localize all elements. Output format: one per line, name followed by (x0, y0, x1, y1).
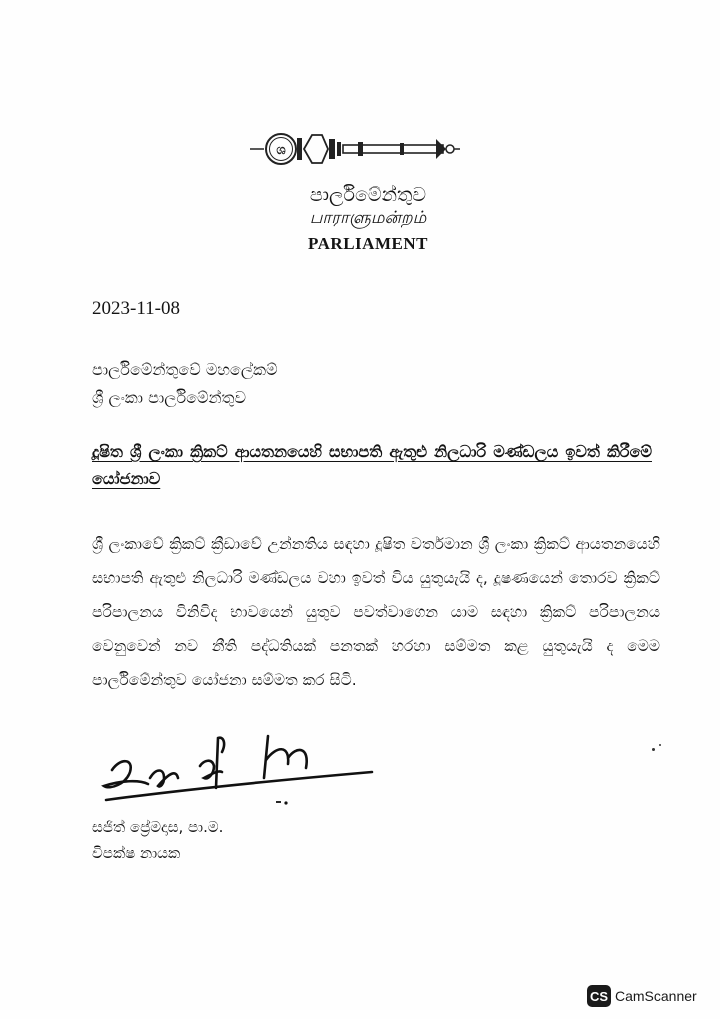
scan-speck (652, 748, 655, 751)
header-name-sinhala: පාර්ලිමේන්තුව (309, 184, 427, 206)
signatory-title: විපක්ෂ නායක (92, 844, 181, 862)
parliament-mace-emblem-icon (250, 127, 460, 171)
scan-speck (659, 744, 661, 746)
emblem-letter: ශ (276, 143, 286, 158)
recipient-line-1: පාර්ලිමේන්තුවේ මහලේකම් (92, 360, 278, 379)
camscanner-label: CamScanner (615, 988, 697, 1004)
signatory-name: සජිත් ප්‍රේමදාස, පා.ම. (92, 818, 224, 836)
letter-subject: දූෂිත ශ්‍රී ලංකා ක්‍රිකට් ආයතනයෙහි සභාපති ඇතුළු නිලධාරි මණ්ඩලය ඉවත් කිරීමේ යෝජනාව (92, 442, 652, 488)
camscanner-watermark (587, 985, 697, 1007)
handwritten-signature (100, 728, 390, 818)
letter-date: 2023-11-08 (92, 298, 180, 319)
header-name-english: PARLIAMENT (308, 234, 428, 253)
header-name-tamil: பாராளுமன்றம் (309, 208, 427, 228)
camscanner-logo-icon: CS (587, 985, 611, 1007)
letter-body: ශ්‍රී ලංකාවේ ක්‍රිකට් ක්‍රීඩාවේ උන්නතිය සඳහා දූෂිත වර්තමාන ශ්‍රී ලංකා ක්‍රිකට් ආයතනයෙහි සභාපති ඇතුළු නිලධාරි මණ්ඩලය වහා ඉවත් විය යුතුයැයි ද, දූෂණයෙන් තොරව ක්‍රිකට් පරිපාලනය විනිවිද භාවයෙන් යුතුව පවත්වාගෙන යාම සඳහා ක්‍රිකට් පරිපාලනය වෙනුවෙන් නව නීති පද්ධතියක් පනතක් හරහා සම්මත කළ යුතුයැයි ද මෙම පාර්ලිමේන්තුව යෝජනා සම්මත කර සිටි. (92, 535, 660, 689)
recipient-line-2: ශ්‍රී ලංකා පාර්ලිමේන්තුව (92, 388, 246, 407)
